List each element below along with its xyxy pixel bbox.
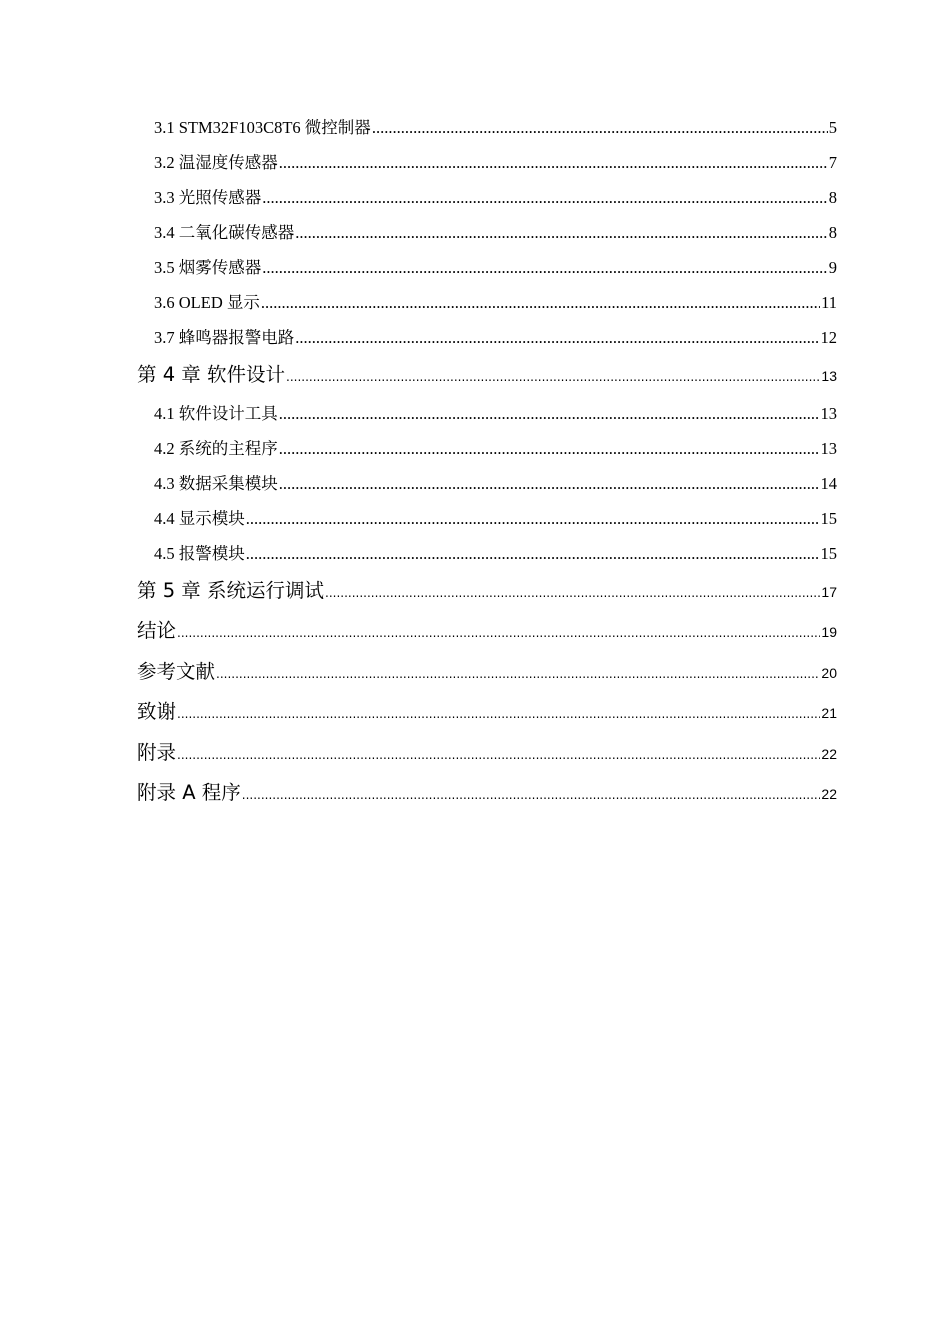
toc-dot-leader [262, 180, 828, 215]
toc-dot-leader [246, 501, 820, 536]
toc-entry-conclusion[interactable] [137, 611, 837, 652]
toc-entry-chapter-4[interactable] [137, 355, 837, 396]
toc-dot-leader [262, 250, 828, 285]
toc-page-number: 21 [821, 705, 837, 721]
toc-entry-3-1[interactable] [137, 110, 837, 145]
toc-page-number: 20 [821, 664, 837, 681]
toc-dot-leader [177, 613, 820, 654]
toc-dot-leader [286, 357, 820, 398]
toc-entry-title: 4.3 数据采集模块 [154, 473, 278, 493]
toc-entry-3-2[interactable] [137, 145, 837, 180]
toc-entry-chapter-5[interactable] [137, 571, 837, 612]
toc-page-number: 15 [820, 543, 837, 563]
table-of-contents [137, 110, 837, 814]
toc-entry-title: 3.5 烟雾传感器 [154, 258, 262, 277]
toc-entry-title: 第 5 章 系统运行调试 [137, 578, 325, 602]
toc-page-number: 22 [821, 786, 837, 802]
toc-entry-3-5[interactable] [137, 250, 837, 285]
toc-entry-title: 3.1 STM32F103C8T6 微控制器 [154, 118, 371, 137]
toc-entry-3-7[interactable] [137, 320, 837, 355]
toc-entry-title: 附录 [137, 740, 177, 764]
toc-page-number: 13 [820, 438, 837, 458]
toc-dot-leader [295, 215, 828, 250]
toc-entry-title: 3.4 二氧化碳传感器 [154, 223, 295, 242]
toc-dot-leader [261, 285, 820, 320]
toc-entry-title: 参考文献 [137, 659, 216, 683]
toc-entry-title: 4.2 系统的主程序 [154, 438, 278, 458]
toc-page-number: 13 [820, 403, 837, 423]
toc-dot-leader [372, 110, 828, 145]
toc-dot-leader [325, 573, 820, 614]
toc-page-number: 5 [828, 118, 837, 137]
toc-entry-title: 3.6 OLED 显示 [154, 293, 260, 312]
toc-dot-leader [216, 654, 820, 695]
toc-page-number: 11 [821, 293, 837, 312]
toc-entry-references[interactable] [137, 652, 837, 693]
toc-dot-leader [279, 396, 820, 431]
toc-entry-title: 致谢 [137, 700, 177, 723]
toc-dot-leader [242, 775, 821, 816]
toc-page-number: 8 [828, 223, 837, 242]
toc-entry-title: 3.2 温湿度传感器 [154, 153, 278, 172]
toc-entry-appendix[interactable] [137, 733, 837, 774]
toc-entry-title: 4.1 软件设计工具 [154, 403, 278, 423]
toc-dot-leader [279, 145, 828, 180]
toc-dot-leader [279, 466, 820, 501]
toc-page-number: 7 [828, 153, 837, 172]
toc-page-number: 9 [828, 258, 837, 277]
toc-entry-3-3[interactable] [137, 180, 837, 215]
toc-entry-title: 结论 [137, 619, 177, 642]
toc-entry-title: 第 4 章 软件设计 [137, 363, 286, 386]
toc-entry-acknowledgements[interactable] [137, 692, 837, 733]
toc-entry-appendix-a[interactable] [137, 773, 837, 814]
toc-dot-leader [295, 320, 819, 355]
toc-dot-leader [246, 536, 820, 571]
toc-entry-title: 4.5 报警模块 [154, 543, 245, 563]
toc-dot-leader [279, 431, 820, 466]
toc-page-number: 14 [820, 473, 837, 493]
toc-entry-4-4[interactable] [137, 501, 837, 536]
toc-page-number: 19 [821, 624, 837, 640]
toc-page-number: 17 [821, 583, 837, 600]
toc-page-number: 8 [828, 188, 837, 207]
toc-entry-4-2[interactable] [137, 431, 837, 466]
toc-entry-title: 3.3 光照传感器 [154, 188, 262, 207]
toc-entry-3-6[interactable] [137, 285, 837, 320]
toc-entry-4-5[interactable] [137, 536, 837, 571]
toc-page-number: 15 [820, 508, 837, 528]
toc-entry-title: 4.4 显示模块 [154, 508, 245, 528]
toc-entry-4-1[interactable] [137, 396, 837, 431]
toc-page-number: 12 [820, 328, 837, 347]
toc-page-number: 22 [821, 745, 837, 762]
toc-page-number: 13 [821, 368, 837, 384]
toc-dot-leader [177, 694, 820, 735]
toc-entry-4-3[interactable] [137, 466, 837, 501]
toc-dot-leader [177, 735, 820, 776]
toc-entry-title: 3.7 蜂鸣器报警电路 [154, 328, 295, 347]
toc-entry-title: 附录 A 程序 [137, 781, 241, 804]
toc-entry-3-4[interactable] [137, 215, 837, 250]
